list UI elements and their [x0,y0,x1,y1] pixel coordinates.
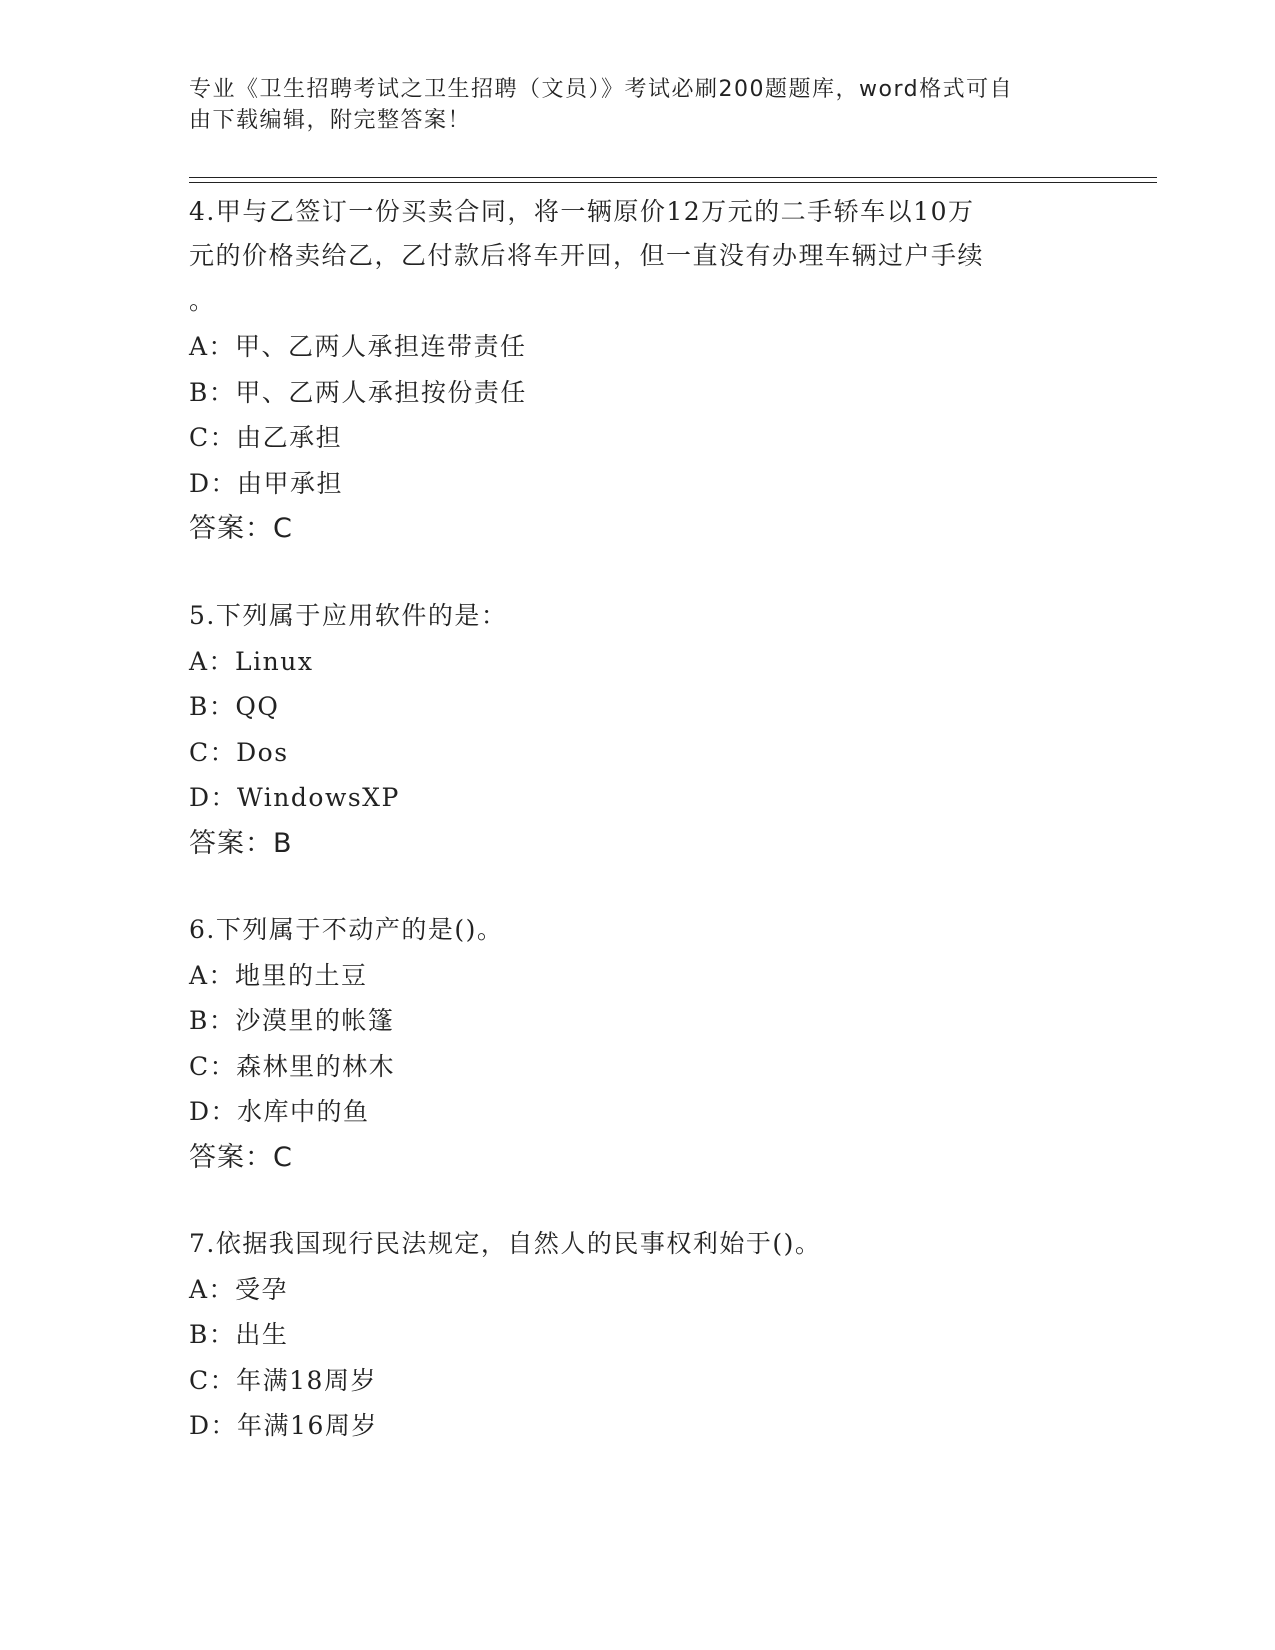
header-divider-top [189,177,1157,178]
question-stem-line: 元的价格卖给乙，乙付款后将车开回，但一直没有办理车辆过户手续 [189,241,985,270]
option-b: B：出生 [189,1320,289,1349]
answer: 答案：C [189,1141,293,1173]
option-c: C：年满18周岁 [189,1365,377,1395]
question-5 [189,593,1089,866]
question-stem-line: 4.甲与乙签订一份买卖合同，将一辆原价12万元的二手轿车以10万 [189,197,975,226]
question-stem-line: 5.下列属于应用软件的是： [189,601,508,630]
option-b: B：QQ [189,692,280,721]
option-b: B：甲、乙两人承担按份责任 [189,377,527,407]
option-d: D：WindowsXP [189,783,400,812]
header-line-2: 由下载编辑，附完整答案！ [189,108,472,133]
question-stem-line: 6.下列属于不动产的是()。 [189,915,504,944]
option-d: D：水库中的鱼 [189,1097,370,1126]
question-7 [189,1221,1089,1449]
option-a: A：Linux [189,646,314,676]
answer: 答案：B [189,827,293,859]
option-d: D：由甲承担 [189,468,344,498]
question-list [189,190,1089,1449]
option-a: A：甲、乙两人承担连带责任 [189,332,527,361]
option-a: A：受孕 [189,1274,289,1304]
answer: 答案：C [189,513,293,544]
header-line-1: 专业《卫生招聘考试之卫生招聘（文员）》考试必刷200题题库，word格式可自 [189,77,1014,102]
option-c: C：Dos [189,737,289,767]
question-stem-line: 。 [189,286,216,315]
question-4 [189,190,1089,552]
question-spacer [189,552,1089,593]
question-spacer [189,1180,1089,1221]
document-header [189,74,1089,136]
option-b: B：沙漠里的帐篷 [189,1006,395,1035]
question-6 [189,907,1089,1180]
option-c: C：森林里的林木 [189,1051,396,1081]
option-d: D：年满16周岁 [189,1411,378,1440]
option-c: C：由乙承担 [189,423,343,452]
question-stem-line: 7.依据我国现行民法规定，自然人的民事权利始于()。 [189,1229,822,1258]
option-a: A：地里的土豆 [189,960,368,990]
question-spacer [189,866,1089,907]
header-divider-bottom [189,182,1157,183]
